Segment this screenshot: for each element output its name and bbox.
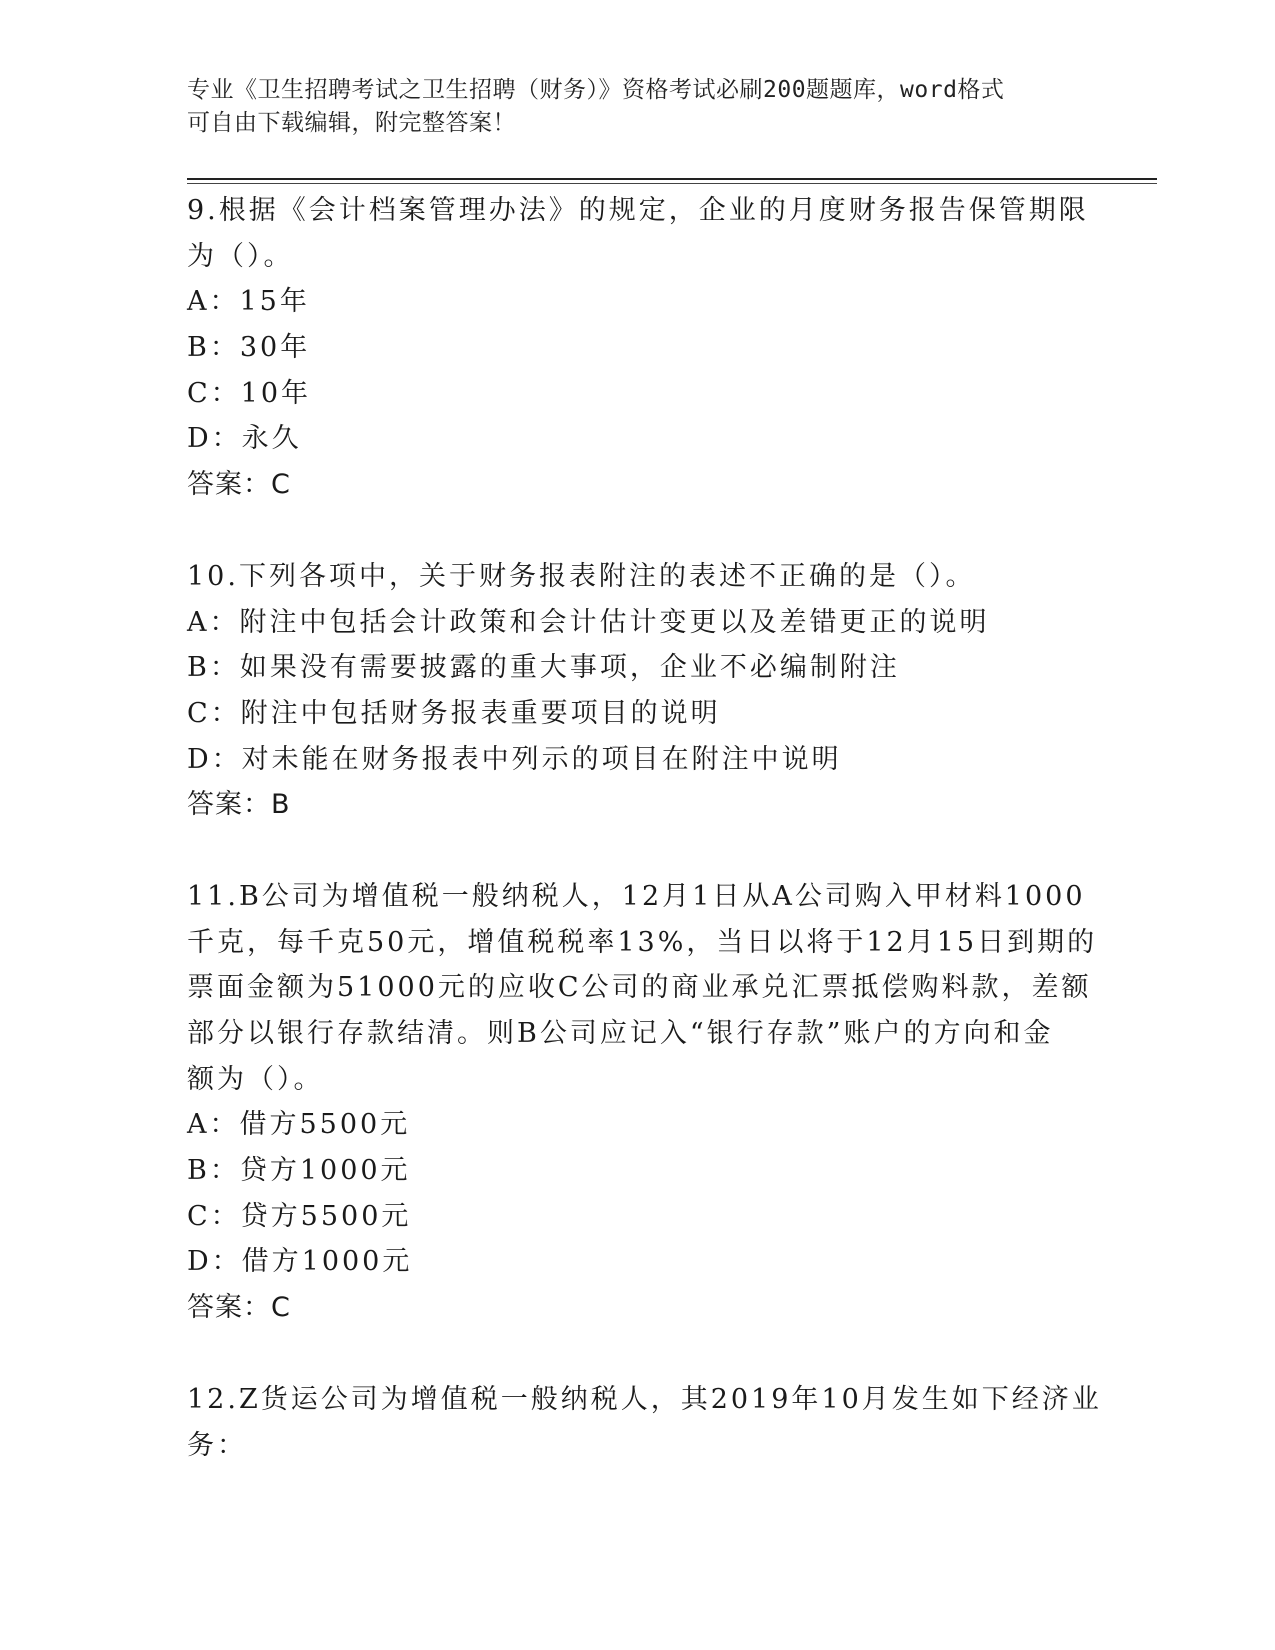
header-divider — [187, 178, 1157, 180]
question-12 — [187, 1377, 1102, 1468]
option-a: A：借方5500元 — [187, 1109, 411, 1141]
header-divider-thin — [187, 183, 1157, 184]
question-stem-line: 务： — [187, 1429, 247, 1461]
option-d: D：借方1000元 — [187, 1246, 413, 1278]
question-stem-line: 票面金额为51000元的应收C公司的商业承兑汇票抵偿购料款，差额 — [187, 972, 1092, 1004]
question-9 — [187, 188, 1087, 508]
question-stem-line: 额为（）。 — [187, 1063, 324, 1095]
option-b: B：贷方1000元 — [187, 1155, 411, 1187]
document-header — [187, 74, 1067, 140]
question-stem-line: 12.Z货运公司为增值税一般纳税人，其2019年10月发生如下经济业 — [187, 1383, 1102, 1415]
option-c: C：贷方5500元 — [187, 1200, 412, 1232]
question-stem-line: 11.B公司为增值税一般纳税人，12月1日从A公司购入甲材料1000 — [187, 880, 1086, 912]
answer-label: 答案：C — [187, 469, 291, 501]
question-10 — [187, 554, 1087, 828]
question-stem-line: 千克，每千克50元，增值税税率13%，当日以将于12月15日到期的 — [187, 926, 1098, 958]
question-stem-line: 部分以银行存款结清。则B公司应记入“银行存款”账户的方向和金 — [187, 1018, 1054, 1049]
option-b: B：如果没有需要披露的重大事项，企业不必编制附注 — [187, 652, 900, 684]
option-d: D：永久 — [187, 423, 302, 455]
question-11 — [187, 874, 1098, 1331]
question-stem-line: 为（）。 — [187, 240, 294, 272]
answer-label: 答案：C — [187, 1292, 291, 1324]
option-a: A：附注中包括会计政策和会计估计变更以及差错更正的说明 — [187, 606, 990, 638]
option-b: B：30年 — [187, 332, 311, 364]
question-list — [187, 188, 1102, 1468]
option-c: C：10年 — [187, 377, 312, 409]
option-d: D：对未能在财务报表中列示的项目在附注中说明 — [187, 743, 842, 775]
option-a: A：15年 — [187, 286, 310, 318]
question-stem-line: 10.下列各项中，关于财务报表附注的表述不正确的是（）。 — [187, 560, 976, 592]
question-stem-line: 9.根据《会计档案管理办法》的规定，企业的月度财务报告保管期限 — [187, 195, 1089, 226]
option-c: C：附注中包括财务报表重要项目的说明 — [187, 697, 721, 729]
header-line-1: 专业《卫生招聘考试之卫生招聘（财务）》资格考试必刷200题题库，word格式 — [187, 77, 1005, 103]
header-line-2: 可自由下载编辑，附完整答案！ — [187, 110, 516, 136]
answer-label: 答案：B — [187, 789, 291, 821]
